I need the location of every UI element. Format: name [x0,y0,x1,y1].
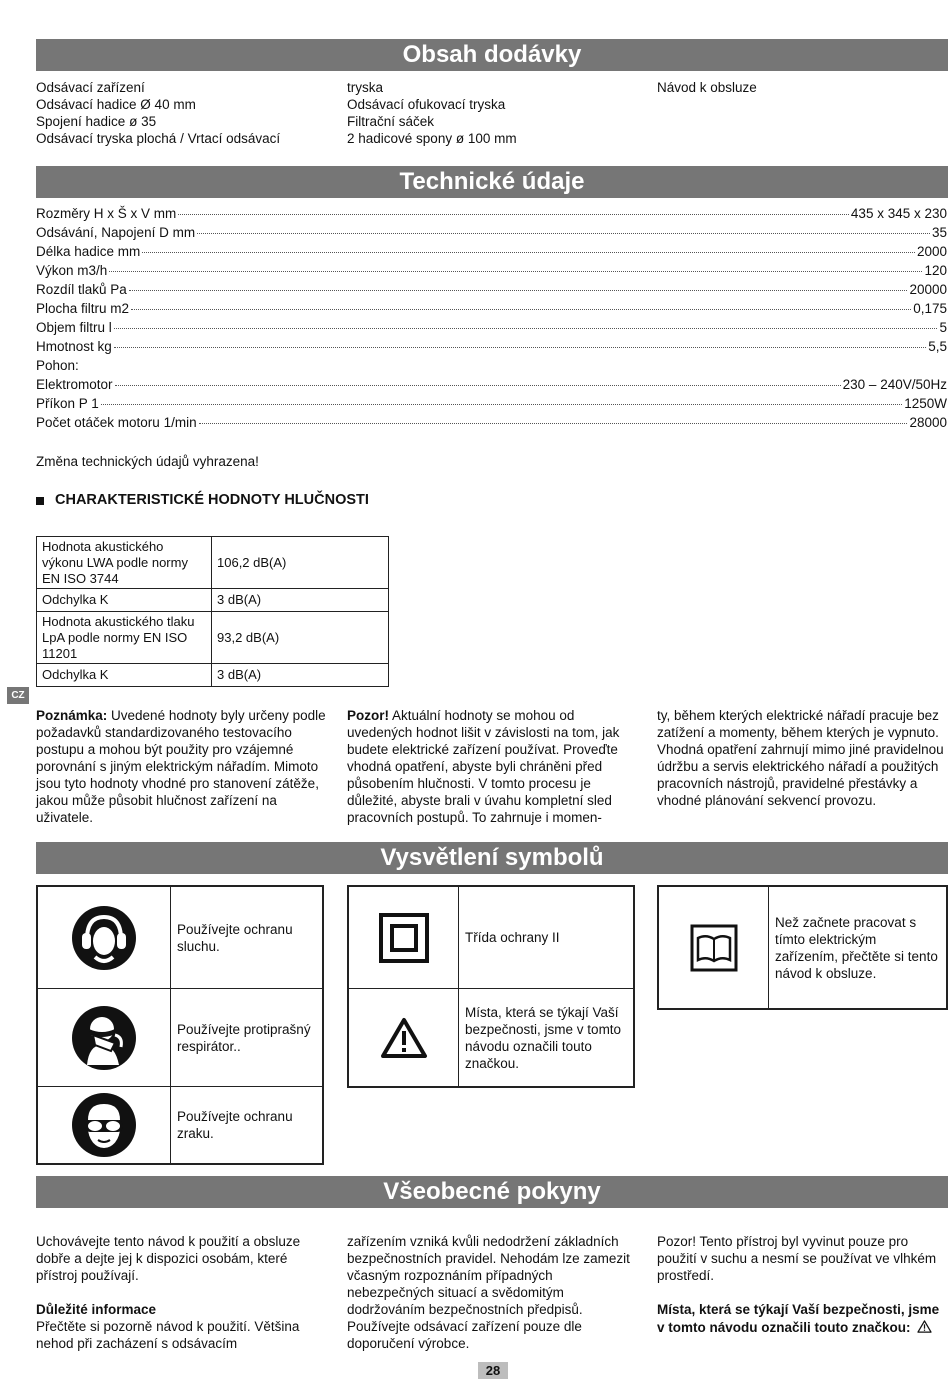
note-2: Pozor! Aktuální hodnoty se mohou od uvedených hodnot lišit v závislosti na tom, jak budete elektrické zařízení používat. Proveďte vhodná opatření, abyste byli chráněni před působením hlučnosti. V tomto procesu je důležité, abyste brali v úvahu kompletní sled pracovních postupů. To zahrnuje i momen- [347,708,620,825]
delivery-item: 2 hadicové spony ø 100 mm [347,131,517,146]
delivery-item: Odsávací zařízení [36,80,145,95]
page-number: 28 [478,1362,508,1379]
paragraph: Uchovávejte tento návod k použití a obsluze dobře a dejte jej k dispozici osobám, které přístroj používají. [36,1234,301,1283]
spec-row: Počet otáček motoru 1/min 28000 [36,415,947,430]
symbol-row-hearing: Používejte ochranu sluchu. [38,887,322,988]
delivery-item: Spojení hadice ø 35 [36,114,157,129]
general-col-3 [657,1233,947,1337]
delivery-item: Odsávací ofukovací tryska [347,97,506,112]
protection-class-ii-icon [349,887,459,988]
delivery-col-1 [36,79,326,147]
spec-row: Elektromotor 230 – 240V/50Hz [36,377,947,392]
note-1: Poznámka: Uvedené hodnoty byly určeny podle požadavků standardizovaného testovacího postupu a mohou být použity pro vzájemné porovnání s jiným elektrickým nářadím. Mimoto jsou tyto hodnoty vhodné pro stanovení zátěže, jakou může působit hlučnost zařízení na uživatele. [36,708,326,825]
paragraph: Pozor! Tento přístroj byl vyvinut pouze pro použití v suchu a nesmí se používat ve vlhkém prostředí. [657,1234,937,1283]
table-row: Hodnota akustického výkonu LWA podle normy EN ISO 3744 106,2 dB(A) [37,537,389,589]
section-title-delivery: Obsah dodávky [36,39,948,71]
symbol-row-respirator: Používejte protiprašný respirátor.. [38,988,322,1086]
general-col-1 [36,1233,326,1352]
respirator-icon [38,989,171,1086]
spec-row: Objem filtru l 5 [36,320,947,335]
delivery-item: Odsávací tryska plochá / Vrtací odsávací [36,131,281,146]
subheading: Místa, která se týkají Vaší bezpečnosti, jsme v tomto návodu označili touto značkou: [657,1302,940,1335]
symbol-row-class2: Třída ochrany II [349,887,633,988]
delivery-item: Odsávací hadice Ø 40 mm [36,97,196,112]
section-title-symbols: Vysvětlení symbolů [36,842,948,874]
spec-row: Rozdíl tlaků Pa 20000 [36,282,947,297]
symbol-box-ppe [36,885,324,1165]
table-row: Hodnota akustického tlaku LpA podle normy EN ISO 11201 93,2 dB(A) [37,612,389,664]
noise-heading: CHARAKTERISTICKÉ HODNOTY HLUČNOSTI [36,492,369,509]
hearing-protection-icon [38,887,171,988]
spec-row: Výkon m3/h 120 [36,263,947,278]
note-3: ty, během kterých elektrické nářadí pracuje bez zatížení a momenty, během kterých je vypnuto. Vhodná opatření zahrnují mimo jiné pravidelnou údržbu a servis elektrického nářadí a použitých pracovních nástrojů, pravidelné přestávky a vhodné plánování sekvencí provozu. [657,708,944,808]
delivery-col-2 [347,79,637,147]
language-tab: CZ [7,687,29,704]
spec-row: Délka hadice mm 2000 [36,244,947,259]
read-manual-icon [659,887,769,1008]
table-row: Odchylka K 3 dB(A) [37,664,389,687]
symbol-box-safety [347,885,635,1088]
section-title-general: Všeobecné pokyny [36,1176,948,1208]
section-title-tech: Technické údaje [36,166,948,198]
warning-icon [917,1320,932,1333]
bullet-square-icon [36,497,44,505]
eye-protection-icon [38,1087,171,1163]
spec-row: Rozměry H x Š x V mm 435 x 345 x 230 [36,206,947,221]
delivery-item: Filtrační sáček [347,114,435,129]
spec-row: Pohon: [36,358,79,373]
delivery-item: Návod k obsluze [657,80,757,95]
delivery-col-3 [657,79,947,96]
symbol-row-warning: Místa, která se týkají Vaší bezpečnosti, jsme v tomto návodu označili touto značkou. [349,988,633,1086]
symbol-row-eyes: Používejte ochranu zraku. [38,1086,322,1163]
spec-note: Změna technických údajů vyhrazena! [36,454,259,469]
spec-row: Plocha filtru m2 0,175 [36,301,947,316]
subheading: Důležité informace [36,1302,157,1317]
spec-row: Hmotnost kg 5,5 [36,339,947,354]
spec-row: Příkon P 1 1250W [36,396,947,411]
delivery-item: tryska [347,80,384,95]
spec-row: Odsávání, Napojení D mm 35 [36,225,947,240]
symbol-row-manual: Než začnete pracovat s tímto elektrickým zařízením, přečtěte si tento návod k obsluze. [659,887,946,1008]
warning-icon [349,989,459,1086]
table-row: Odchylka K 3 dB(A) [37,589,389,612]
paragraph: Přečtěte si pozorně návod k použití. Většina nehod při zacházení s odsávacím [36,1319,300,1351]
noise-table [36,536,389,687]
general-col-2: zařízením vzniká kvůli nedodržení základních bezpečnostních pravidel. Nehodám lze zamezit včasným rozpoznáním případných nebezpečných situací a svědomitým dodržováním bezpečnostních předpisů. Používejte odsávací zařízení pouze dle doporučení výrobce. [347,1234,630,1351]
symbol-box-manual [657,885,948,1010]
